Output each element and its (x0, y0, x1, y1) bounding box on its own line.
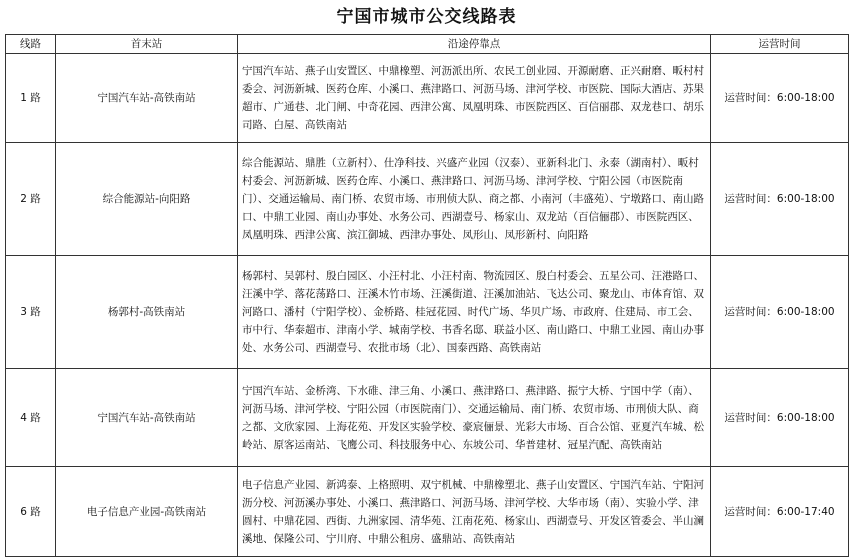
header-line: 线路 (6, 35, 56, 54)
route-stops: 宁国汽车站、燕子山安置区、中鼎橡塑、河沥派出所、农民工创业园、开源耐磨、正兴耐磨、畈村村委会、河沥新城、医药仓库、小溪口、燕津路口、河沥马场、津河学校、市医院、国际大酒店、苏果超市、广通巷、北门闸、中奇花园、西津公寓、凤凰明珠、市医院西区、百信丽郡、双龙巷口、胡乐司路、白屋、高铁南站 (238, 54, 711, 143)
header-ends: 首末站 (56, 35, 238, 54)
table-row (6, 143, 849, 256)
route-stops: 综合能源站、鼎胜（立新村）、仕净科技、兴盛产业园（汉泰）、亚新科北门、永泰（湖南村）、畈村村委会、河沥新城、医药仓库、小溪口、燕津路口、河沥马场、津河学校、宁阳公园（市医院南门）、交通运输局、南门桥、农贸市场、市刑侦大队、商之都、小南河（丰盛苑）、宁墩路口、南山路口、中鼎工业园、南山办事处、水务公司、西湖壹号、杨家山、双龙站（百信俪郡）、市医院西区、凤凰明珠、西津公寓、滨江御城、西津办事处、凤形山、凤形新村、向阳路 (238, 143, 711, 256)
route-hours: 运营时间：6:00-17:40 (711, 467, 849, 557)
table-row (6, 54, 849, 143)
route-line: 2 路 (6, 143, 56, 256)
route-ends: 电子信息产业园-高铁南站 (56, 467, 238, 557)
table-row (6, 467, 849, 557)
route-ends: 宁国汽车站-高铁南站 (56, 54, 238, 143)
route-stops: 宁国汽车站、金桥湾、下水碓、津三角、小溪口、燕津路口、燕津路、振宁大桥、宁国中学（南）、河沥马场、津河学校、宁阳公园（市医院南门）、交通运输局、南门桥、农贸市场、市刑侦大队、商之都、文欣家园、上海花苑、开发区实验学校、豪宸俪景、光彩大市场、百合公馆、亚夏汽车城、松岭站、原客运南站、飞鹰公司、科技服务中心、东坡公司、华普建材、冠星汽配、高铁南站 (238, 369, 711, 467)
route-hours: 运营时间：6:00-18:00 (711, 369, 849, 467)
route-line: 1 路 (6, 54, 56, 143)
route-ends: 综合能源站-向阳路 (56, 143, 238, 256)
route-ends: 宁国汽车站-高铁南站 (56, 369, 238, 467)
route-ends: 杨郭村-高铁南站 (56, 256, 238, 369)
route-stops: 杨郭村、吴郭村、殷白园区、小汪村北、小汪村南、物流园区、殷白村委会、五星公司、汪港路口、汪溪中学、落花荡路口、汪溪木竹市场、汪溪街道、汪溪加油站、飞达公司、聚龙山、市体育馆、双河路口、潘村（宁阳学校）、金桥路、桂冠花园、时代广场、华贝广场、市政府、住建局、市工会、市中行、华泰超市、津南小学、城南学校、书香名邸、联益小区、南山路口、中鼎工业园、南山办事处、水务公司、西湖壹号、农批市场（北）、国泰西路、高铁南站 (238, 256, 711, 369)
bus-route-table (5, 34, 849, 557)
route-line: 3 路 (6, 256, 56, 369)
table-row (6, 256, 849, 369)
route-hours: 运营时间：6:00-18:00 (711, 54, 849, 143)
route-line: 4 路 (6, 369, 56, 467)
route-line: 6 路 (6, 467, 56, 557)
route-stops: 电子信息产业园、新鸿泰、上格照明、双宁机械、中鼎橡塑北、燕子山安置区、宁国汽车站、宁阳河沥分校、河沥溪办事处、小溪口、燕津路口、河沥马场、津河学校、大华市场（南）、实验小学、津圆村、中鼎花园、西街、九洲家园、清华苑、江南花苑、杨家山、西湖壹号、开发区管委会、半山澜溪地、保隆公司、宁川府、中鼎公租房、盛鼎站、高铁南站 (238, 467, 711, 557)
page-title: 宁国市城市公交线路表 (336, 7, 517, 27)
table-header-row (6, 35, 849, 54)
header-hours: 运营时间 (711, 35, 849, 54)
route-hours: 运营时间：6:00-18:00 (711, 256, 849, 369)
table-row (6, 369, 849, 467)
route-hours: 运营时间：6:00-18:00 (711, 143, 849, 256)
header-stops: 沿途停靠点 (238, 35, 711, 54)
